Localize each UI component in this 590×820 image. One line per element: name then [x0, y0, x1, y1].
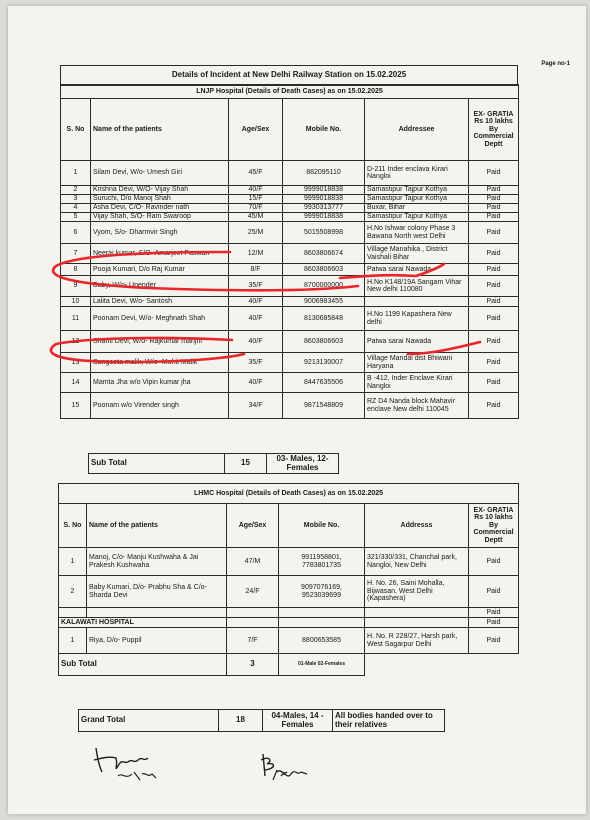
address-cell: H. No. 26, Saini Mohalla, Bijwasan, West Delhi (Kapashera) [365, 576, 469, 608]
name-cell: Vyom, S/o- Dharmvir Singh [91, 222, 229, 244]
document-title: Details of Incident at New Delhi Railway Station on 15.02.2025 [61, 66, 518, 86]
status-cell: Paid [469, 373, 519, 393]
subtotal-label: Sub Total [59, 654, 227, 676]
age-cell: 7/F [227, 628, 279, 654]
mobile-cell: 8800653585 [279, 628, 365, 654]
status-cell: Paid [469, 161, 519, 186]
address-cell: Buxar, Bihar [365, 204, 469, 213]
grand-total-count: 18 [219, 710, 263, 732]
status-cell: Paid [469, 186, 519, 195]
age-cell: 40/F [229, 373, 283, 393]
name-cell: Neeraj kumar, S/O- Amarjeet Paswan [91, 244, 229, 264]
status-cell: Paid [469, 195, 519, 204]
subtotal-breakdown: 03- Males, 12-Females [267, 454, 339, 474]
kalawati-rows [59, 628, 519, 654]
name-cell: Mamta Jha w/o Vipin kumar jha [91, 373, 229, 393]
mobile-cell: 8603806603 [283, 264, 365, 276]
lhmc-rows [59, 548, 519, 608]
mobile-cell: 8603806603 [283, 331, 365, 353]
age-cell: 24/F [227, 576, 279, 608]
sno-cell: 14 [61, 373, 91, 393]
address-cell [365, 297, 469, 307]
address-cell: Samastipur Tajpur Kothya [365, 213, 469, 222]
mobile-cell: 9999018838 [283, 186, 365, 195]
name-cell: Poonam w/o Virender singh [91, 393, 229, 419]
table-row [61, 373, 519, 393]
mobile-cell: 8130685848 [283, 307, 365, 331]
lhmc-table [58, 483, 519, 676]
sno-cell: 5 [61, 213, 91, 222]
status-cell: Paid [469, 264, 519, 276]
name-cell: Vijay Shah, S/O- Ram Swaroop [91, 213, 229, 222]
lnjp-header-row [61, 99, 519, 161]
status-cell: Paid [469, 576, 519, 608]
status-cell: Paid [469, 276, 519, 297]
name-cell: Suruchi, D/o Manoj Shah [91, 195, 229, 204]
table-row [61, 204, 519, 213]
sno-cell: 2 [59, 576, 87, 608]
lnjp-subtotal [88, 453, 339, 474]
age-cell: 40/F [229, 297, 283, 307]
sno-cell: 8 [61, 264, 91, 276]
age-cell: 70/F [229, 204, 283, 213]
lhmc-subtotal-row [59, 654, 519, 676]
status-cell: Paid [469, 222, 519, 244]
age-cell: 45/F [229, 161, 283, 186]
status-cell: Paid [469, 353, 519, 373]
sno-cell: 2 [61, 186, 91, 195]
grand-total [78, 709, 445, 732]
subtotal-label: Sub Total [89, 454, 225, 474]
address-cell: H.No 1199 Kapashera New delhi [365, 307, 469, 331]
age-cell: 34/F [229, 393, 283, 419]
mobile-cell: 8447635506 [283, 373, 365, 393]
table-row [61, 276, 519, 297]
table-row [61, 393, 519, 419]
table-row [61, 161, 519, 186]
table-row [61, 244, 519, 264]
grand-total-note: All bodies handed over to their relatives [333, 710, 445, 732]
sno-cell: 11 [61, 307, 91, 331]
status-cell: Paid [469, 628, 519, 654]
name-cell: Riya, D/o- Puppil [87, 628, 227, 654]
signature-1 [88, 742, 168, 782]
age-cell: 35/F [229, 276, 283, 297]
mobile-cell: 9911958801, 7783801735 [279, 548, 365, 576]
grand-total-label: Grand Total [79, 710, 219, 732]
signature-2 [253, 746, 323, 786]
col-age: Age/Sex [227, 504, 279, 548]
age-cell: 40/F [229, 331, 283, 353]
subtotal-count: 3 [227, 654, 279, 676]
sno-cell: 10 [61, 297, 91, 307]
name-cell: Krishna Devi, W/O- Vijay Shah [91, 186, 229, 195]
address-cell: H.No Ishwar colony Phase 3 Bawana North west Delhi [365, 222, 469, 244]
lnjp-heading: LNJP Hospital (Details of Death Cases) as on 15.02.2025 [61, 85, 519, 99]
table-row [61, 195, 519, 204]
title-bar [60, 65, 518, 86]
name-cell: Shanti Devi, W/o- Rajkumar manjhi [91, 331, 229, 353]
sno-cell: 3 [61, 195, 91, 204]
address-cell: Village Manahika , District Vaishali Bihar [365, 244, 469, 264]
age-cell: 25/M [229, 222, 283, 244]
sno-cell: 6 [61, 222, 91, 244]
mobile-cell: 9930313777 [283, 204, 365, 213]
status-cell: Paid [469, 244, 519, 264]
sno-cell: 12 [61, 331, 91, 353]
address-cell: Samastipur Tajpur Kothya [365, 186, 469, 195]
sno-cell: 15 [61, 393, 91, 419]
table-row [59, 628, 519, 654]
subtotal-count: 15 [225, 454, 267, 474]
sno-cell: 7 [61, 244, 91, 264]
col-name: Name of the patients [87, 504, 227, 548]
table-row [61, 186, 519, 195]
document-page [8, 6, 586, 814]
col-mobile: Mobile No. [279, 504, 365, 548]
address-cell: H.No K148/19A Sangam Vihar New delhi 110080 [365, 276, 469, 297]
age-cell: 15/F [229, 195, 283, 204]
table-row [61, 307, 519, 331]
table-row [61, 213, 519, 222]
kalawati-label: KALAWATI HOSPITAL [59, 618, 227, 628]
table-row [59, 548, 519, 576]
table-row [61, 297, 519, 307]
age-cell: 35/F [229, 353, 283, 373]
lhmc-heading: LHMC Hospital (Details of Death Cases) as on 15.02.2025 [59, 484, 519, 504]
mobile-cell: 9871548809 [283, 393, 365, 419]
name-cell: Baby, W/o- Upender [91, 276, 229, 297]
table-row [59, 576, 519, 608]
sno-cell: 13 [61, 353, 91, 373]
name-cell: Lalita Devi, W/o- Santosh [91, 297, 229, 307]
mobile-cell: 9006983455 [283, 297, 365, 307]
mobile-cell: 8603806674 [283, 244, 365, 264]
age-cell: 40/F [229, 307, 283, 331]
lhmc-extra-row [59, 608, 519, 618]
address-cell: Samastipur Tajpur Kothya [365, 195, 469, 204]
mobile-cell: 5015508998 [283, 222, 365, 244]
address-cell: H. No. R 228/27, Harsh park, West Sagarpur Delhi [365, 628, 469, 654]
address-cell: Village Mandal dist Bhiwani Haryana [365, 353, 469, 373]
sno-cell: 9 [61, 276, 91, 297]
sno-cell: 1 [59, 548, 87, 576]
address-cell: RZ D4 Nanda block Mahavir enclave New delhi 110045 [365, 393, 469, 419]
name-cell: Silam Devi, W/o- Umesh Giri [91, 161, 229, 186]
lnjp-table [60, 84, 519, 419]
table-row [61, 353, 519, 373]
status-cell: Paid [469, 608, 519, 618]
name-cell: Sangeeta malik, W/o- Mohit Malik [91, 353, 229, 373]
name-cell: Manoj, C/o- Manju Kushwaha & Jai Prakesh Kushwaha [87, 548, 227, 576]
name-cell: Pooja Kumari, D/o Raj Kumar [91, 264, 229, 276]
mobile-cell: 882095110 [283, 161, 365, 186]
col-sno: S. No [61, 99, 91, 161]
sno-cell: 1 [61, 161, 91, 186]
mobile-cell: 8700000000 [283, 276, 365, 297]
mobile-cell: 9999018838 [283, 213, 365, 222]
address-cell: B -412, Inder Enclave Kirari Nangloi [365, 373, 469, 393]
sno-cell: 4 [61, 204, 91, 213]
status-cell: Paid [469, 307, 519, 331]
col-exgratia: EX- GRATIA Rs 10 lakhs By Commercial Deptt [469, 99, 519, 161]
status-cell: Paid [469, 297, 519, 307]
status-cell: Paid [469, 393, 519, 419]
address-cell: Patwa sarai Nawada [365, 331, 469, 353]
table-row [61, 222, 519, 244]
status-cell: Paid [469, 618, 519, 628]
age-cell: 8/F [229, 264, 283, 276]
grand-total-breakdown: 04-Males, 14 -Females [263, 710, 333, 732]
name-cell: Asha Devi, C/O- Ravinder nath [91, 204, 229, 213]
name-cell: Poonam Devi, W/o- Meghnath Shah [91, 307, 229, 331]
address-cell: D-211 Inder enclava Kirari Nangloi [365, 161, 469, 186]
col-name: Name of the patients [91, 99, 229, 161]
mobile-cell: 9097076169, 9523039699 [279, 576, 365, 608]
age-cell: 47/M [227, 548, 279, 576]
col-exgratia: EX- GRATIA Rs 10 lakhs By Commercial Deptt [469, 504, 519, 548]
age-cell: 40/F [229, 186, 283, 195]
table-row [61, 264, 519, 276]
lnjp-rows [61, 161, 519, 419]
col-mobile: Mobile No. [283, 99, 365, 161]
age-cell: 45/M [229, 213, 283, 222]
col-age: Age/Sex [229, 99, 283, 161]
status-cell: Paid [469, 548, 519, 576]
age-cell: 12/M [229, 244, 283, 264]
subtotal-breakdown: 01-Male 02-Females [279, 654, 365, 676]
table-row [61, 331, 519, 353]
col-address: Addressee [365, 99, 469, 161]
status-cell: Paid [469, 204, 519, 213]
address-cell: 321/330/331, Chanchal park, Nangloi, New Delhi [365, 548, 469, 576]
col-sno: S. No [59, 504, 87, 548]
mobile-cell: 9999018838 [283, 195, 365, 204]
name-cell: Baby Kumari, D/o- Prabhu Sha & C/o- Sharda Devi [87, 576, 227, 608]
mobile-cell: 9213130007 [283, 353, 365, 373]
status-cell: Paid [469, 213, 519, 222]
col-address: Addresss [365, 504, 469, 548]
page-number: Page no-1 [541, 61, 570, 67]
kalawati-row [59, 618, 519, 628]
address-cell: Patwa sarai Nawada [365, 264, 469, 276]
status-cell: Paid [469, 331, 519, 353]
sno-cell: 1 [59, 628, 87, 654]
lhmc-header-row [59, 504, 519, 548]
